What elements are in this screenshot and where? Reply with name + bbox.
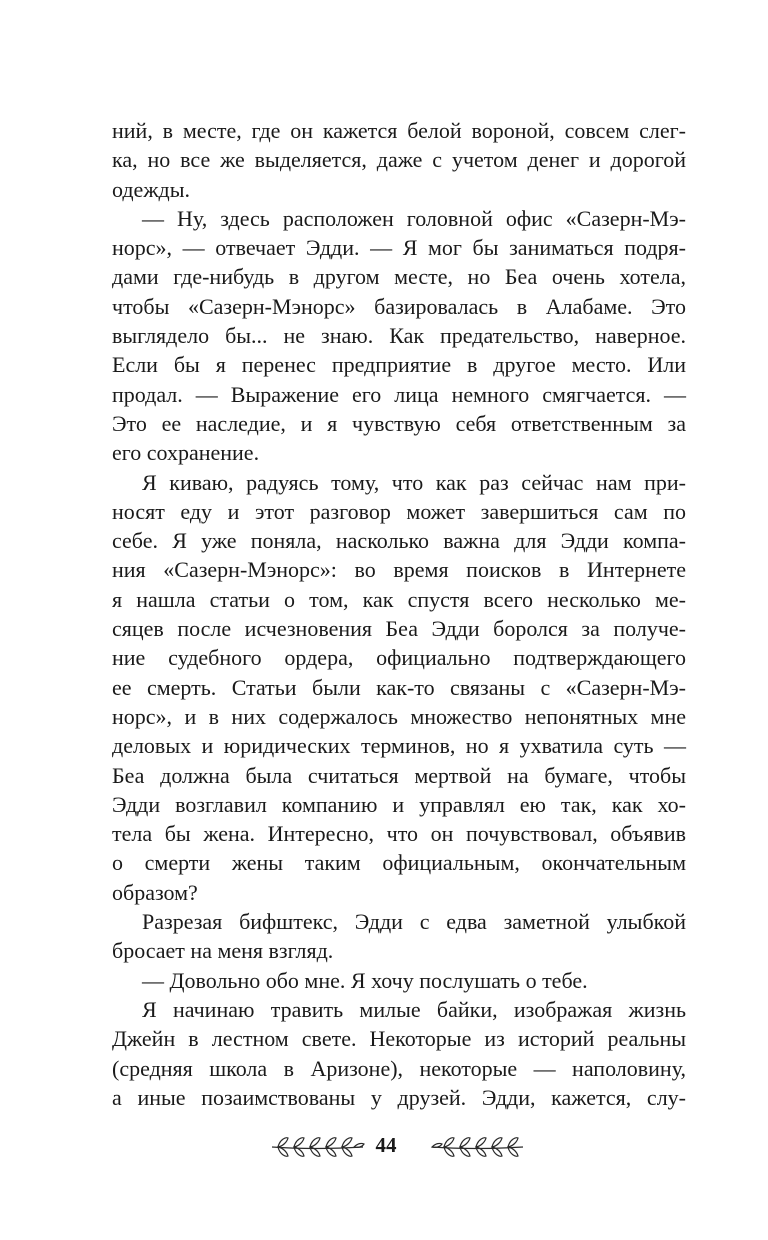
text-line: чтобы «Сазерн-Мэнорс» базировалась в Алабаме. Это — [112, 293, 686, 319]
text-line: Разрезая бифштекс, Эдди с едва заметной улыбкой — [142, 909, 686, 935]
text-line: норс», — отвечает Эдди. — Я мог бы заниматься подря- — [112, 235, 686, 261]
leaf-branch-left-icon — [270, 1132, 365, 1162]
text-line: ка, но все же выделяется, даже с учетом денег и дорогой — [112, 147, 686, 173]
text-line: Это ее наследие, и я чувствую себя ответственным за — [112, 410, 686, 436]
text-line: дами где-нибудь в другом месте, но Беа очень хотела, — [112, 264, 686, 290]
text-line: я нашла статьи о том, как спустя всего несколько ме- — [112, 586, 686, 612]
text-line: Я начинаю травить милые байки, изображая жизнь — [142, 996, 686, 1022]
text-line: тела бы жена. Интересно, что он почувствовал, объявив — [112, 821, 686, 847]
page-number: 44 — [375, 1133, 397, 1157]
text-line: а иные позаимствованы у друзей. Эдди, кажется, слу- — [112, 1084, 686, 1110]
text-line: его сохранение. — [112, 440, 260, 466]
text-line: ее смерть. Статьи были как-то связаны с «Сазерн-Мэ- — [112, 674, 686, 700]
text-line: (средняя школа в Аризоне), некоторые — наполовину, — [112, 1055, 686, 1081]
text-line: бросает на меня взгляд. — [112, 938, 334, 964]
text-line: о смерти жены таким официальным, окончательным — [112, 850, 686, 876]
body-text — [112, 116, 686, 1112]
text-line: Беа должна была считаться мертвой на бумаге, чтобы — [112, 762, 686, 788]
text-line: ния «Сазерн-Мэнорс»: во время поисков в Интернете — [112, 557, 686, 583]
text-line: носят еду и этот разговор может завершиться сам по — [112, 498, 686, 524]
text-line: — Довольно обо мне. Я хочу послушать о тебе. — [142, 967, 588, 993]
text-line: норс», и в них содержалось множество непонятных мне — [112, 703, 686, 729]
text-line: ние судебного ордера, официально подтверждающего — [112, 645, 686, 671]
text-line: сяцев после исчезновения Беа Эдди боролся за получе- — [112, 616, 686, 642]
text-line: Эдди возглавил компанию и управлял ею так, как хо- — [112, 791, 686, 817]
leaf-branch-right-icon — [430, 1132, 525, 1162]
page-footer — [0, 1128, 768, 1168]
text-line: Джейн в лестном свете. Некоторые из историй реальны — [112, 1026, 686, 1052]
text-line: выглядело бы... не знаю. Как предательство, наверное. — [112, 323, 686, 349]
text-line: продал. — Выражение его лица немного смягчается. — — [112, 381, 686, 407]
text-line: Если бы я перенес предприятие в другое место. Или — [112, 352, 686, 378]
text-line: Я киваю, радуясь тому, что как раз сейчас нам при- — [142, 469, 686, 495]
text-line: деловых и юридических терминов, но я ухватила суть — — [112, 733, 686, 759]
text-line: образом? — [112, 879, 198, 905]
text-line: ний, в месте, где он кажется белой вороной, совсем слег- — [112, 118, 686, 143]
text-line: себе. Я уже поняла, насколько важна для Эдди компа- — [112, 528, 686, 554]
text-line: — Ну, здесь расположен головной офис «Сазерн-Мэ- — [142, 205, 686, 231]
text-line: одежды. — [112, 176, 190, 202]
